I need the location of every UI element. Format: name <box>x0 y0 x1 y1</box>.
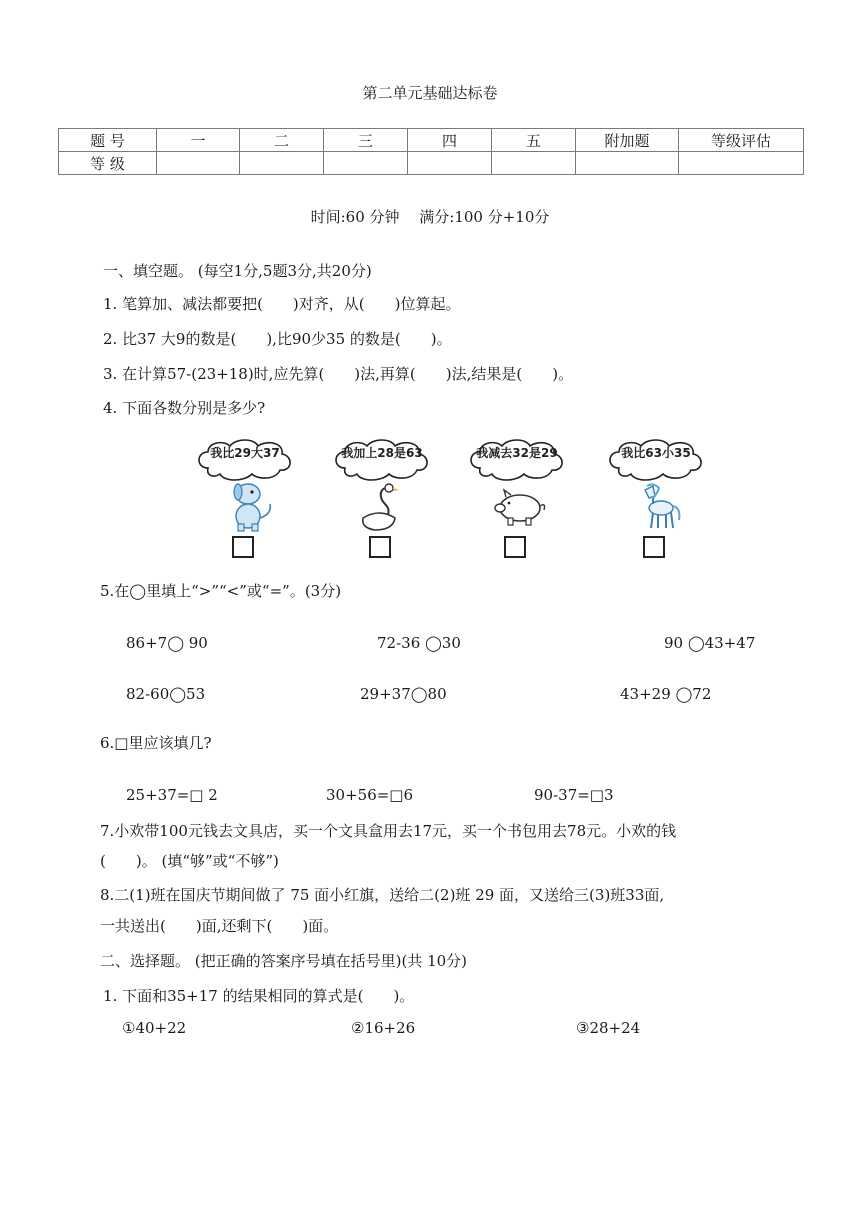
compare-item: 29+37◯80 <box>360 685 447 703</box>
question-1-7-line1: 7.小欢带100元钱去文具店，买一个文具盒用去17元，买一个书包用去78元。小欢的钱 <box>100 822 677 840</box>
fill-box-item: 30+56=□6 <box>326 786 414 804</box>
q4-item <box>601 432 711 566</box>
score-table-header-cell: 四 <box>408 129 492 152</box>
score-table-empty-cell <box>679 152 804 175</box>
bubble-text: 我减去32是29 <box>476 446 558 460</box>
score-table-header-cell: 三 <box>324 129 408 152</box>
choice-option: ②16+26 <box>351 1019 416 1037</box>
question-1-3: 3. 在计算57-(23+18)时,应先算( )法,再算( )法,结果是( )。 <box>103 365 574 383</box>
score-table-empty-cell <box>240 152 324 175</box>
compare-item: 72-36 ◯30 <box>377 634 461 652</box>
q4-item <box>327 432 437 566</box>
score-table-empty-cell <box>492 152 576 175</box>
score-table-header-row <box>59 129 804 152</box>
section2-heading: 二、选择题。 (把正确的答案序号填在括号里)(共 10分) <box>100 952 468 970</box>
score-table-header-cell: 题 号 <box>59 129 157 152</box>
dog-icon <box>212 480 282 532</box>
bubble-text: 我比63小35 <box>621 446 691 460</box>
fill-box-item: 25+37=□ 2 <box>126 786 218 804</box>
choice-option: ①40+22 <box>122 1019 187 1037</box>
thought-bubble-icon <box>331 438 431 482</box>
bubble-text: 我加上28是63 <box>341 446 423 460</box>
compare-item: 82-60◯53 <box>126 685 206 703</box>
answer-box[interactable] <box>643 536 665 558</box>
score-table-empty-cell <box>576 152 679 175</box>
score-table-empty-cell <box>408 152 492 175</box>
question-1-4: 4. 下面各数分别是多少? <box>103 399 266 417</box>
pig-icon <box>484 480 554 532</box>
score-table-empty-cell <box>324 152 408 175</box>
score-table-header-cell: 一 <box>157 129 240 152</box>
score-table-header-cell: 等级评估 <box>679 129 804 152</box>
question-2-1: 1. 下面和35+17 的结果相同的算式是( )。 <box>103 987 415 1005</box>
score-table-empty-cell <box>157 152 240 175</box>
page-title: 第二单元基础达标卷 <box>362 84 498 102</box>
thought-bubble-icon <box>466 438 566 482</box>
compare-item: 90 ◯43+47 <box>664 634 756 652</box>
exam-meta: 时间:60 分钟 满分:100 分+10分 <box>310 208 550 226</box>
question-1-1: 1. 笔算加、减法都要把( )对齐，从( )位算起。 <box>103 295 461 313</box>
choice-option: ③28+24 <box>576 1019 641 1037</box>
answer-box[interactable] <box>369 536 391 558</box>
score-table-header-cell: 二 <box>240 129 324 152</box>
answer-box[interactable] <box>504 536 526 558</box>
thought-bubble-icon <box>194 438 294 482</box>
compare-item: 86+7◯ 90 <box>126 634 208 652</box>
compare-item: 43+29 ◯72 <box>620 685 712 703</box>
thought-bubble-icon <box>605 438 705 482</box>
question-1-7-line2: ( )。 (填“够”或“不够”) <box>100 852 279 870</box>
score-table-header-cell: 附加题 <box>576 129 679 152</box>
question-1-5: 5.在◯里填上“>”“<”或“=”。(3分) <box>100 582 342 600</box>
q4-item <box>462 432 572 566</box>
bubble-text: 我比29大37 <box>210 446 280 460</box>
horse-icon <box>623 480 693 532</box>
score-table-grade-row <box>59 152 804 175</box>
q4-item <box>190 432 300 566</box>
question-1-8-line2: 一共送出( )面,还剩下( )面。 <box>100 917 339 935</box>
swan-icon <box>349 480 419 532</box>
q4-pictures <box>190 432 710 566</box>
section1-heading: 一、填空题。 (每空1分,5题3分,共20分) <box>103 262 372 280</box>
question-1-2: 2. 比37 大9的数是( ),比90少35 的数是( )。 <box>103 330 452 348</box>
score-table-row-label: 等 级 <box>59 152 157 175</box>
score-table <box>58 128 804 175</box>
answer-box[interactable] <box>232 536 254 558</box>
question-1-6: 6.□里应该填几? <box>100 734 212 752</box>
score-table-header-cell: 五 <box>492 129 576 152</box>
question-1-8-line1: 8.二(1)班在国庆节期间做了 75 面小红旗，送给二(2)班 29 面，又送给三(3)班33面, <box>100 886 665 904</box>
fill-box-item: 90-37=□3 <box>534 786 614 804</box>
